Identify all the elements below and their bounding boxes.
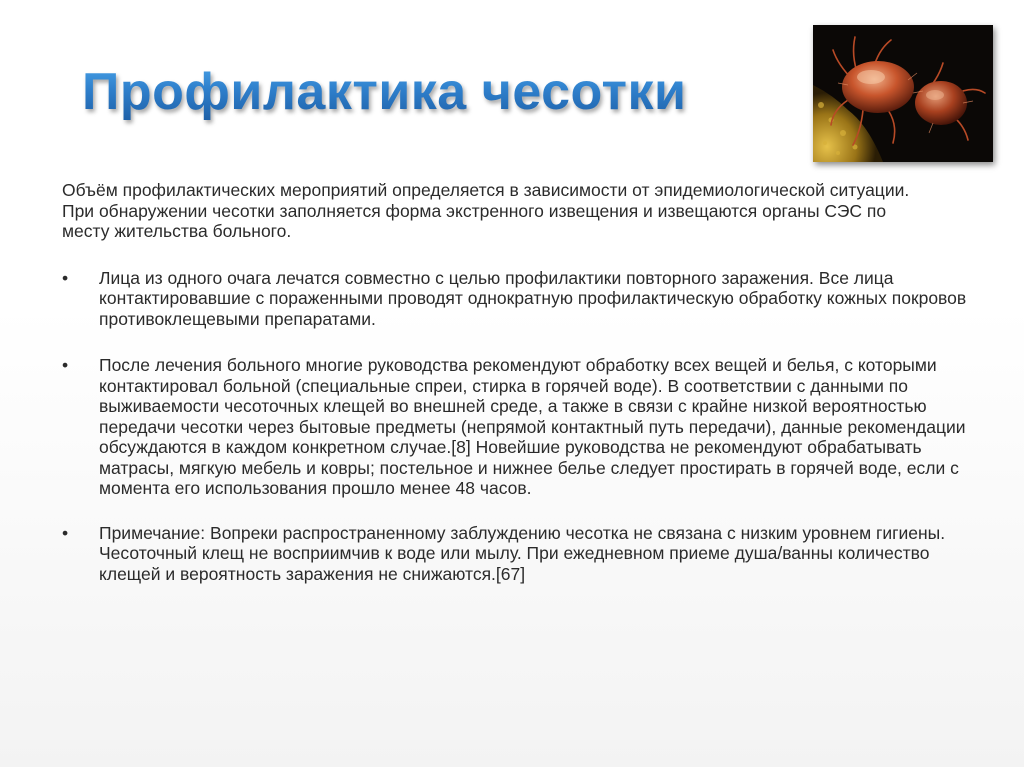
bullet-text: Примечание: Вопреки распространенному заблуждению чесотка не связана с низким уровнем гигиены. Чесоточный клещ не восприимчив к воде или мылу. При ежедневном приеме душа/ванны количество клещей и вероятность заражения не снижаются.[67] xyxy=(99,522,946,584)
mite-photo xyxy=(813,25,993,162)
list-item xyxy=(62,355,972,499)
intro-paragraph: Объём профилактических мероприятий определяется в зависимости от эпидемиологической ситуации. При обнаружении чесотки заполняется форма экстренного извещения и извещаются органы СЭС по месту жительства больного. xyxy=(62,180,910,241)
slide-content xyxy=(62,180,972,584)
slide-title: Профилактика чесотки xyxy=(82,63,687,121)
list-item xyxy=(62,268,972,330)
bullet-text: После лечения больного многие руководства рекомендуют обработку всех вещей и белья, с которыми контактировал больной (специальные спреи, стирка в горячей воде). В соответствии с данными по выживаемости чесоточных клещей во внешней среде, а также в связи с крайне низкой вероятностью передачи чесотки через бытовые предметы (непрямой контактный путь передачи), данные рекомендации обсуждаются в каждом конкретном случае.[8] Новейшие руководства не рекомендуют обрабатывать матрасы, мягкую мебель и ковры; постельное и нижнее белье следует простирать в горячей воде, если с момента его использования прошло менее 48 часов. xyxy=(99,355,966,498)
list-item xyxy=(62,523,972,585)
bullet-marker: • xyxy=(62,355,69,375)
bullet-marker: • xyxy=(62,522,69,543)
bullet-list xyxy=(62,268,972,585)
mite-illustration xyxy=(813,25,993,162)
bullet-text: Лица из одного очага лечатся совместно с целью профилактики повторного заражения. Все лица контактировавшие с пораженными проводят однократную профилактическую обработку кожных покровов противоклещевыми препаратами. xyxy=(99,267,967,329)
bullet-marker: • xyxy=(62,267,69,288)
